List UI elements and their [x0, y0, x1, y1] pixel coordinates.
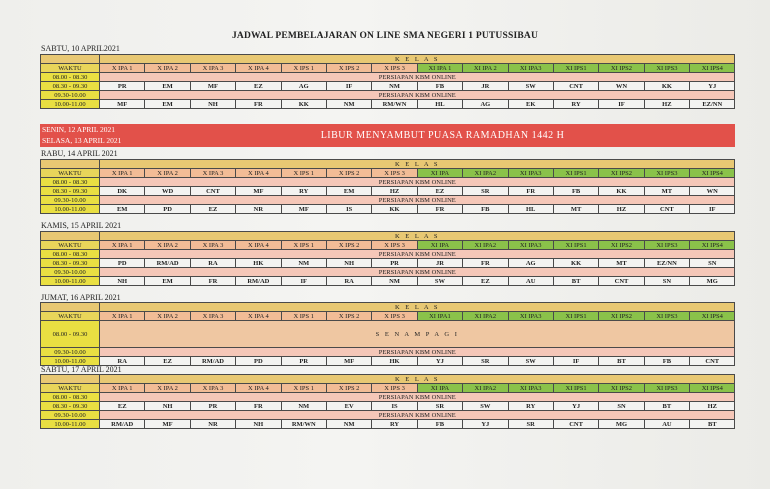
class-header: XI IPS2 [599, 312, 644, 321]
teacher-cell: IS [372, 402, 417, 411]
persiapan-cell: PERSIAPAN KBM ONLINE [100, 250, 735, 259]
teacher-cell: EZ [145, 357, 190, 366]
class-header: X IPA 2 [145, 384, 190, 393]
teacher-cell: IS [326, 205, 371, 214]
persiapan-cell: PERSIAPAN KBM ONLINE [100, 348, 735, 357]
holiday-dates [40, 124, 150, 147]
class-header: X IPS 3 [372, 241, 417, 250]
teacher-cell: EZ [417, 187, 462, 196]
day-table [40, 54, 735, 109]
teacher-cell: RA [326, 277, 371, 286]
teacher-cell: PD [236, 357, 281, 366]
teacher-cell: JR [417, 259, 462, 268]
class-header: XI IPA [417, 241, 462, 250]
teacher-cell: CNT [690, 357, 735, 366]
teacher-cell: FR [236, 402, 281, 411]
class-header: XI IPA [417, 384, 462, 393]
class-header: XI IPS4 [690, 312, 735, 321]
teacher-cell: PR [190, 402, 235, 411]
teacher-cell: AU [644, 420, 689, 429]
teacher-cell: BT [599, 357, 644, 366]
teacher-cell: AU [508, 277, 553, 286]
teacher-cell: IF [281, 277, 326, 286]
time-cell: 10.00-11.00 [41, 205, 100, 214]
teacher-cell: FB [417, 82, 462, 91]
kelas-header: K E L A S [100, 303, 735, 312]
teacher-cell: FB [553, 187, 598, 196]
teacher-cell: NH [145, 402, 190, 411]
teacher-cell: CNT [190, 187, 235, 196]
day-table [40, 302, 735, 366]
teacher-cell: RM/AD [236, 277, 281, 286]
teacher-cell: NH [190, 100, 235, 109]
time-cell: 08.00 - 08.30 [41, 178, 100, 187]
teacher-cell: AG [463, 100, 508, 109]
teacher-cell: RM/AD [145, 259, 190, 268]
class-header: X IPS 3 [372, 384, 417, 393]
class-header: XI IPS1 [553, 312, 598, 321]
teacher-cell: MT [644, 187, 689, 196]
teacher-cell: EM [145, 277, 190, 286]
teacher-cell: EZ [463, 277, 508, 286]
teacher-cell: NH [236, 420, 281, 429]
teacher-cell: JR [463, 82, 508, 91]
holiday-text: LIBUR MENYAMBUT PUASA RAMADHAN 1442 H [150, 124, 735, 147]
class-header: XI IPA 1 [417, 64, 462, 73]
class-header: XI IPS1 [553, 384, 598, 393]
teacher-cell: AG [508, 259, 553, 268]
class-header: XI IPS1 [553, 169, 598, 178]
teacher-cell: SR [508, 420, 553, 429]
holiday-date: SENIN, 12 APRIL 2021 [42, 125, 116, 134]
teacher-cell: SN [644, 277, 689, 286]
day-date: JUMAT, 16 APRIL 2021 [41, 293, 121, 302]
persiapan-cell: PERSIAPAN KBM ONLINE [100, 411, 735, 420]
time-cell: 10.00-11.00 [41, 277, 100, 286]
day-date: RABU, 14 APRIL 2021 [41, 149, 118, 158]
teacher-cell: RY [372, 420, 417, 429]
class-header: X IPS 3 [372, 64, 417, 73]
class-header: X IPS 2 [326, 64, 371, 73]
teacher-cell: RY [281, 187, 326, 196]
class-header: X IPA 3 [190, 169, 235, 178]
teacher-cell: FR [417, 205, 462, 214]
class-header: X IPS 2 [326, 241, 371, 250]
time-cell: 09.30-10.00 [41, 411, 100, 420]
teacher-cell: PR [100, 82, 145, 91]
class-header: X IPA 2 [145, 241, 190, 250]
teacher-cell: FR [236, 100, 281, 109]
class-header: X IPA 2 [145, 64, 190, 73]
teacher-cell: CNT [644, 205, 689, 214]
teacher-cell: SN [599, 402, 644, 411]
teacher-cell: HZ [644, 100, 689, 109]
teacher-cell: EM [326, 187, 371, 196]
class-header: X IPA 3 [190, 64, 235, 73]
teacher-cell: PD [100, 259, 145, 268]
day-table [40, 159, 735, 214]
teacher-cell: RY [553, 100, 598, 109]
teacher-cell: SW [417, 277, 462, 286]
class-header: X IPA 2 [145, 169, 190, 178]
time-cell: 09.30-10.00 [41, 348, 100, 357]
teacher-cell: PR [372, 259, 417, 268]
teacher-cell: SR [463, 357, 508, 366]
teacher-cell: EZ [100, 402, 145, 411]
time-cell: 08.30 - 09.30 [41, 259, 100, 268]
teacher-cell: EM [145, 82, 190, 91]
class-header: XI IPS3 [644, 169, 689, 178]
teacher-cell: RM/AD [190, 357, 235, 366]
waktu-header: WAKTU [41, 169, 100, 178]
teacher-cell: HZ [372, 187, 417, 196]
teacher-cell: YJ [417, 357, 462, 366]
teacher-cell: YJ [690, 82, 735, 91]
class-header: X IPA 3 [190, 241, 235, 250]
teacher-cell: EZ/NN [690, 100, 735, 109]
teacher-cell: FB [417, 420, 462, 429]
class-header: X IPS 1 [281, 241, 326, 250]
class-header: XI IPA [417, 169, 462, 178]
teacher-cell: KK [281, 100, 326, 109]
class-header: X IPS 1 [281, 312, 326, 321]
persiapan-cell: PERSIAPAN KBM ONLINE [100, 196, 735, 205]
waktu-header: WAKTU [41, 384, 100, 393]
teacher-cell: NH [100, 277, 145, 286]
class-header: XI IPA 2 [463, 64, 508, 73]
teacher-cell: EZ/NN [644, 259, 689, 268]
teacher-cell: IF [553, 357, 598, 366]
waktu-header: WAKTU [41, 241, 100, 250]
class-header: XI IPS1 [553, 64, 598, 73]
class-header: X IPS 2 [326, 169, 371, 178]
time-cell: 10.00-11.00 [41, 420, 100, 429]
time-cell: 08.00 - 08.30 [41, 250, 100, 259]
kelas-header: K E L A S [100, 55, 735, 64]
class-header: X IPS 1 [281, 384, 326, 393]
teacher-cell: FR [463, 259, 508, 268]
teacher-cell: EM [145, 100, 190, 109]
teacher-cell: EM [100, 205, 145, 214]
teacher-cell: FB [463, 205, 508, 214]
class-header: X IPA 1 [100, 64, 145, 73]
teacher-cell: MT [599, 259, 644, 268]
class-header: X IPA 1 [100, 241, 145, 250]
teacher-cell: IF [690, 205, 735, 214]
day-date: SABTU, 17 APRIL 2021 [41, 365, 122, 374]
kelas-header-blank [41, 303, 100, 312]
teacher-cell: MF [326, 357, 371, 366]
class-header: X IPA 1 [100, 384, 145, 393]
teacher-cell: MF [190, 82, 235, 91]
teacher-cell: HL [508, 205, 553, 214]
class-header: XI IPA2 [463, 169, 508, 178]
class-header: X IPA 4 [236, 312, 281, 321]
class-header: X IPS 1 [281, 169, 326, 178]
time-cell: 09.30-10.00 [41, 91, 100, 100]
teacher-cell: SR [463, 187, 508, 196]
teacher-cell: MF [100, 100, 145, 109]
class-header: XI IPS3 [644, 241, 689, 250]
teacher-cell: WN [690, 187, 735, 196]
teacher-cell: MF [281, 205, 326, 214]
class-header: XI IPA3 [508, 384, 553, 393]
class-header: XI IPS2 [599, 169, 644, 178]
holiday-banner [40, 124, 735, 147]
teacher-cell: RM/AD [100, 420, 145, 429]
teacher-cell: RM/WN [372, 100, 417, 109]
class-header: XI IPA3 [508, 241, 553, 250]
teacher-cell: NM [372, 277, 417, 286]
teacher-cell: SW [508, 82, 553, 91]
day-date: SABTU, 10 APRIL2021 [41, 44, 120, 53]
teacher-cell: RA [100, 357, 145, 366]
teacher-cell: FR [508, 187, 553, 196]
class-header: XI IPS2 [599, 384, 644, 393]
class-header: X IPS 2 [326, 312, 371, 321]
teacher-cell: CNT [553, 82, 598, 91]
teacher-cell: YJ [463, 420, 508, 429]
class-header: X IPS 1 [281, 64, 326, 73]
class-header: X IPS 3 [372, 312, 417, 321]
time-cell: 08.30 - 09.30 [41, 82, 100, 91]
kelas-header-blank [41, 375, 100, 384]
class-header: XI IPA3 [508, 312, 553, 321]
waktu-header: WAKTU [41, 312, 100, 321]
class-header: XI IPS4 [690, 384, 735, 393]
class-header: XI IPA1 [417, 312, 462, 321]
class-header: X IPS 2 [326, 384, 371, 393]
teacher-cell: RM/WN [281, 420, 326, 429]
day-date: KAMIS, 15 APRIL 2021 [41, 221, 122, 230]
time-cell: 09.30-10.00 [41, 196, 100, 205]
teacher-cell: EK [508, 100, 553, 109]
teacher-cell: CNT [553, 420, 598, 429]
teacher-cell: PD [145, 205, 190, 214]
class-header: X IPS 3 [372, 169, 417, 178]
teacher-cell: HL [417, 100, 462, 109]
teacher-cell: SN [690, 259, 735, 268]
teacher-cell: HK [372, 357, 417, 366]
time-cell: 08.30 - 09.30 [41, 187, 100, 196]
teacher-cell: KK [644, 82, 689, 91]
day-table [40, 374, 735, 429]
time-cell: 08.30 - 09.30 [41, 402, 100, 411]
time-cell: 08.00 - 08.30 [41, 73, 100, 82]
class-header: XI IPA2 [463, 312, 508, 321]
class-header: XI IPS1 [553, 241, 598, 250]
kelas-header: K E L A S [100, 232, 735, 241]
teacher-cell: HZ [690, 402, 735, 411]
teacher-cell: HZ [599, 205, 644, 214]
class-header: XI IPS3 [644, 312, 689, 321]
teacher-cell: YJ [553, 402, 598, 411]
senam-pagi-cell: S E N A M P A G I [100, 321, 735, 348]
class-header: XI IPS2 [599, 241, 644, 250]
page-title: JADWAL PEMBELAJARAN ON LINE SMA NEGERI 1 PUTUSSIBAU [231, 31, 539, 41]
class-header: X IPA 4 [236, 384, 281, 393]
teacher-cell: NR [190, 420, 235, 429]
persiapan-cell: PERSIAPAN KBM ONLINE [100, 178, 735, 187]
teacher-cell: NM [326, 100, 371, 109]
class-header: X IPA 4 [236, 241, 281, 250]
teacher-cell: CNT [599, 277, 644, 286]
kelas-header: K E L A S [100, 375, 735, 384]
class-header: XI IPS2 [599, 64, 644, 73]
teacher-cell: RA [190, 259, 235, 268]
teacher-cell: KK [599, 187, 644, 196]
persiapan-cell: PERSIAPAN KBM ONLINE [100, 91, 735, 100]
teacher-cell: NM [372, 82, 417, 91]
class-header: X IPA 1 [100, 312, 145, 321]
teacher-cell: FB [644, 357, 689, 366]
teacher-cell: EZ [236, 82, 281, 91]
teacher-cell: SR [417, 402, 462, 411]
class-header: X IPA 3 [190, 312, 235, 321]
time-cell: 10.00-11.00 [41, 100, 100, 109]
teacher-cell: MT [553, 205, 598, 214]
class-header: XI IPS4 [690, 241, 735, 250]
teacher-cell: FR [190, 277, 235, 286]
class-header: X IPA 1 [100, 169, 145, 178]
class-header: X IPA 2 [145, 312, 190, 321]
class-header: XI IPA3 [508, 64, 553, 73]
class-header: XI IPS3 [644, 384, 689, 393]
class-header: X IPA 4 [236, 64, 281, 73]
teacher-cell: EV [326, 402, 371, 411]
teacher-cell: MG [690, 277, 735, 286]
teacher-cell: MF [236, 187, 281, 196]
teacher-cell: MF [145, 420, 190, 429]
teacher-cell: BT [644, 402, 689, 411]
day-table [40, 231, 735, 286]
teacher-cell: EZ [190, 205, 235, 214]
teacher-cell: KK [553, 259, 598, 268]
class-header: XI IPA2 [463, 384, 508, 393]
teacher-cell: MG [599, 420, 644, 429]
teacher-cell: NM [281, 259, 326, 268]
kelas-header-blank [41, 232, 100, 241]
time-cell: 08.00 - 09.30 [41, 321, 100, 348]
teacher-cell: AG [281, 82, 326, 91]
kelas-header-blank [41, 55, 100, 64]
time-cell: 10.00-11.00 [41, 357, 100, 366]
class-header: XI IPS3 [644, 64, 689, 73]
teacher-cell: NH [326, 259, 371, 268]
teacher-cell: NM [326, 420, 371, 429]
teacher-cell: IF [599, 100, 644, 109]
teacher-cell: HK [236, 259, 281, 268]
class-header: XI IPS4 [690, 169, 735, 178]
teacher-cell: WN [599, 82, 644, 91]
holiday-date: SELASA, 13 APRIL 2021 [42, 136, 122, 145]
teacher-cell: NR [236, 205, 281, 214]
teacher-cell: DK [100, 187, 145, 196]
time-cell: 09.30-10.00 [41, 268, 100, 277]
teacher-cell: SW [463, 402, 508, 411]
class-header: X IPA 4 [236, 169, 281, 178]
teacher-cell: BT [690, 420, 735, 429]
teacher-cell: PR [281, 357, 326, 366]
persiapan-cell: PERSIAPAN KBM ONLINE [100, 73, 735, 82]
teacher-cell: SW [508, 357, 553, 366]
kelas-header-blank [41, 160, 100, 169]
kelas-header: K E L A S [100, 160, 735, 169]
teacher-cell: NM [281, 402, 326, 411]
persiapan-cell: PERSIAPAN KBM ONLINE [100, 268, 735, 277]
teacher-cell: RY [508, 402, 553, 411]
class-header: XI IPS4 [690, 64, 735, 73]
teacher-cell: BT [553, 277, 598, 286]
class-header: XI IPA2 [463, 241, 508, 250]
teacher-cell: KK [372, 205, 417, 214]
waktu-header: WAKTU [41, 64, 100, 73]
time-cell: 08.00 - 08.30 [41, 393, 100, 402]
teacher-cell: WD [145, 187, 190, 196]
persiapan-cell: PERSIAPAN KBM ONLINE [100, 393, 735, 402]
class-header: XI IPA3 [508, 169, 553, 178]
class-header: X IPA 3 [190, 384, 235, 393]
teacher-cell: IF [326, 82, 371, 91]
